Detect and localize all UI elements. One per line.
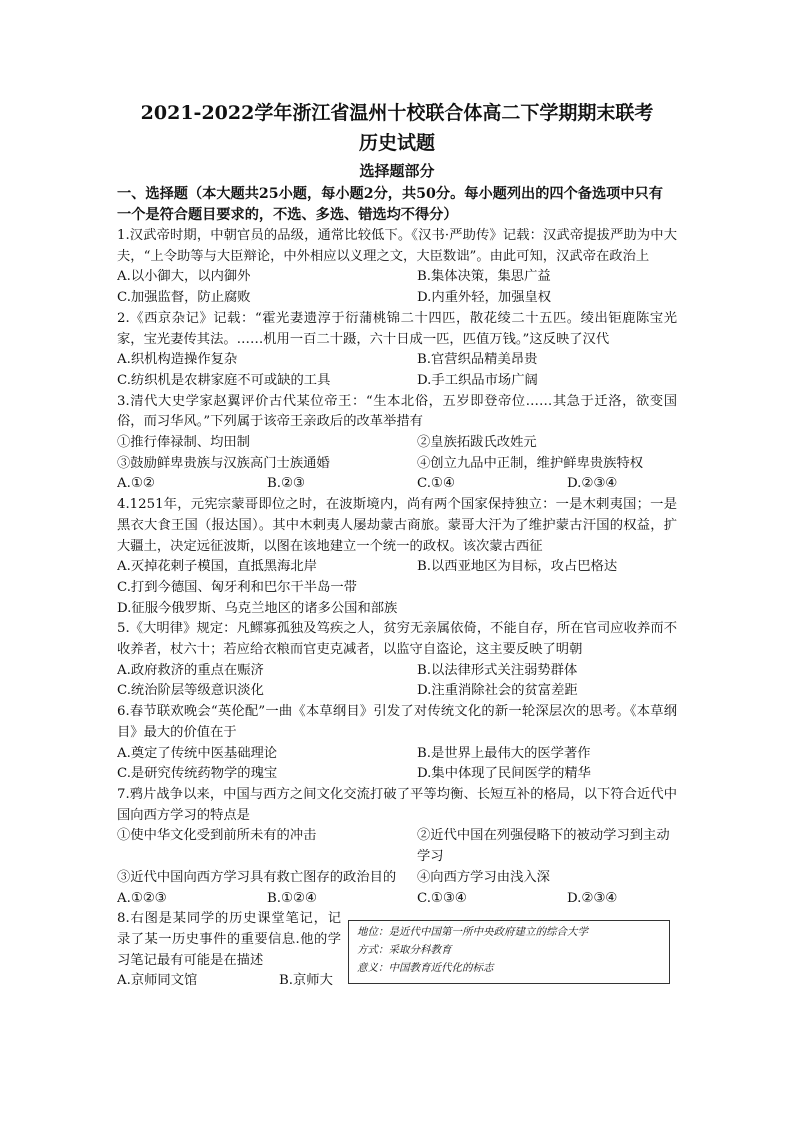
question-stem: 4.1251年，元宪宗蒙哥即位之时，在波斯境内，尚有两个国家保持独立：一是木剌夷国；一是黑衣大食王国（报达国）。其中木剌夷人屡劫蒙古商旅。蒙哥大汗为了维护蒙古汗国的权益，扩大疆土，决定远征波斯，以图在该地建立一个统一的政权。该次蒙古西征 [117, 497, 677, 554]
options [117, 267, 677, 308]
exam-title: 2021-2022学年浙江省温州十校联合体高二下学期期末联考 [140, 102, 654, 124]
statement-1: ①推行俸禄制、均田制 [117, 435, 250, 451]
question-stem: 2.《西京杂记》记载：“霍光妻遗淳于衍蒲桃锦二十四匹，散花绫二十五匹。绫出钜鹿陈宝光家，宝光妻传其法。……机用一百二十蹑，六十日成一匹，匹值万钱。”这反映了汉代 [117, 310, 677, 347]
option-a[interactable]: A.灭掉花剌子模国，直抵黑海北岸 [117, 559, 317, 575]
question-7 [117, 785, 677, 909]
option-b[interactable]: B.①②④ [267, 890, 317, 906]
question-stem: 5.《大明律》规定：凡鳏寡孤独及笃疾之人，贫穷无亲属依倚，不能自存，所在官司应收养而不收养者，杖六十；若应给衣粮而官吏克减者，以监守自盗论，这主要反映了明朝 [117, 621, 677, 658]
statement-4: ④创立九品中正制，维护鲜卑贵族特权 [417, 455, 644, 471]
option-d[interactable]: D.②③④ [567, 890, 618, 906]
question-stem: 6.春节联欢晚会“英伦配”一曲《本草纲目》引发了对传统文化的新一轮深层次的思考。《本草纲目》最大的价值在于 [117, 704, 677, 740]
statements [117, 826, 677, 888]
option-c[interactable]: C.打到今德国、匈牙利和巴尔干半岛一带 [117, 579, 357, 595]
question-stem: 7.鸦片战争以来，中国与西方之间文化交流打破了平等均衡、长短互补的格局，以下符合近代中国向西方学习的特点是 [117, 786, 677, 823]
option-b[interactable]: B.京师大 [279, 973, 333, 989]
option-c[interactable]: C.①④ [417, 476, 455, 492]
option-a[interactable]: A.①② [117, 476, 155, 492]
question-1 [117, 226, 677, 309]
question-stem: 8.右图是某同学的历史课堂笔记，记录了某一历史事件的重要信息.他的学习笔记最有可能是在描述 [117, 911, 341, 968]
options [117, 661, 677, 702]
statement-2: ②近代中国在列强侵略下的被动学习到主动学习 [417, 828, 670, 865]
option-b[interactable]: B.以法律形式关注弱势群体 [417, 662, 578, 678]
option-a[interactable]: A.京师同文馆 [117, 973, 198, 989]
question-3 [117, 392, 677, 496]
option-a[interactable]: A.①②③ [117, 890, 167, 906]
option-d[interactable]: D.②③④ [567, 476, 618, 492]
question-2 [117, 309, 677, 392]
options [117, 744, 677, 785]
note-line-significance: 意义：中国教育近代化的标志 [357, 962, 494, 975]
class-note-box [348, 920, 670, 984]
statement-2: ②皇族拓跋氏改姓元 [417, 435, 537, 451]
option-d[interactable]: D.征服今俄罗斯、乌克兰地区的诸多公国和部族 [117, 600, 398, 616]
options [117, 557, 677, 578]
statement-3: ③鼓励鲜卑贵族与汉族高门士族通婚 [117, 455, 330, 471]
option-a[interactable]: A.织机构造操作复杂 [117, 352, 238, 368]
note-line-method: 方式：采取分科教育 [357, 944, 452, 957]
option-b[interactable]: B.官营织品精美昂贵 [417, 352, 538, 368]
statement-3: ③近代中国向西方学习具有救亡图存的政治目的 [117, 869, 397, 885]
statements [117, 433, 677, 474]
option-b[interactable]: B.集体决策，集思广益 [417, 269, 551, 285]
option-c[interactable]: C.统治阶层等级意识淡化 [117, 683, 264, 699]
option-b[interactable]: B.②③ [267, 476, 305, 492]
section-heading: 选择题部分 [359, 162, 435, 180]
option-b[interactable]: B.是世界上最伟大的医学著作 [417, 745, 591, 761]
option-d[interactable]: D.手工织品市场广阔 [417, 372, 538, 388]
option-d[interactable]: D.集中体现了民间医学的精华 [417, 766, 591, 782]
option-a[interactable]: A.奠定了传统中医基础理论 [117, 745, 278, 761]
option-a[interactable]: A.政府救济的重点在赈济 [117, 662, 264, 678]
option-c[interactable]: C.是研究传统药物学的瑰宝 [117, 766, 278, 782]
statement-4: ④向西方学习由浅入深 [417, 869, 550, 885]
option-c[interactable]: C.①③④ [417, 890, 467, 906]
option-a[interactable]: A.以小御大，以内御外 [117, 269, 251, 285]
question-8 [117, 909, 677, 992]
options [117, 474, 677, 495]
option-b[interactable]: B.以西亚地区为目标，攻占巴格达 [417, 559, 618, 575]
note-line-status: 地位：是近代中国第一所中央政府建立的综合大学 [357, 926, 588, 939]
option-d[interactable]: D.内重外轻，加强皇权 [417, 290, 552, 306]
option-c[interactable]: C.加强监督，防止腐败 [117, 290, 251, 306]
question-stem: 3.清代大史学家赵翼评价古代某位帝王：“生本北俗，五岁即登帝位……其急于迁洛，欲变国俗，而习华风。”下列属于该帝王亲政后的改革举措有 [117, 393, 677, 430]
question-stem: 1.汉武帝时期，中朝官员的品级，通常比较低下。《汉书·严助传》记载：汉武帝提拔严助为中大夫，“上令助等与大臣辩论，中外相应以义理之文，大臣数诎”。由此可知，汉武帝在政治上 [117, 228, 677, 264]
options [117, 889, 677, 910]
options [117, 350, 677, 391]
exam-subtitle: 历史试题 [358, 132, 435, 154]
section-instructions: 一、选择题（本大题共25小题，每小题2分，共50分。每小题列出的四个备选项中只有一个是符合题目要求的，不选、多选、错选均不得分） [117, 186, 663, 223]
option-d[interactable]: D.注重消除社会的贫富差距 [417, 683, 578, 699]
question-6 [117, 702, 677, 785]
statement-1: ①使中华文化受到前所未有的冲击 [117, 828, 317, 844]
question-4 [117, 495, 677, 619]
question-5 [117, 619, 677, 702]
option-c[interactable]: C.纺织机是农耕家庭不可或缺的工具 [117, 372, 331, 388]
exam-page [117, 98, 677, 992]
